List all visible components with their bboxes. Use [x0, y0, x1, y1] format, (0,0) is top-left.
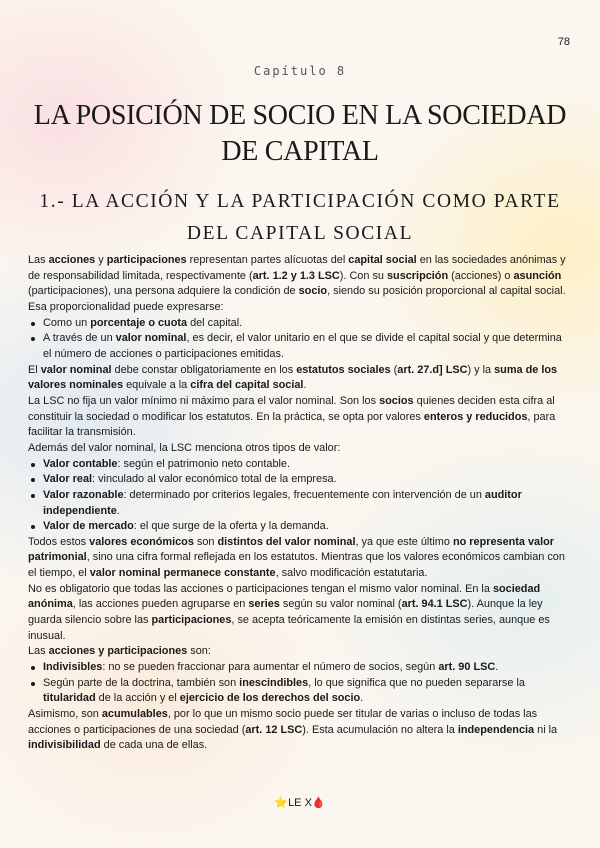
text-run: (participaciones), una persona adquiere la condición de — [28, 285, 299, 298]
text-run: Esa proporcionalidad puede expresarse: — [28, 300, 224, 313]
list-item — [28, 331, 568, 362]
chapter-label: Capítulo 8 — [253, 64, 347, 78]
text-run: , sino una cifra formal reflejada en los estatutos. Mientras que los valores económicos cambian con el tiempo, el — [28, 551, 565, 580]
bold-term: ejercicio de los derechos del socio — [179, 692, 361, 705]
bold-term: estatutos sociales — [296, 363, 391, 376]
list-item — [28, 660, 568, 676]
bold-term: art. 94.1 LSC — [401, 598, 468, 611]
text-run: : no se pueden fraccionar para aumentar el número de socios, según — [102, 661, 439, 674]
bold-term: Valor de mercado — [43, 520, 134, 533]
bold-term: auditor independiente — [43, 488, 522, 517]
paragraph — [28, 363, 568, 394]
bold-term: valores económicos — [89, 535, 194, 548]
bold-term: valor nominal — [40, 363, 112, 376]
text-run: , por lo que un mismo socio puede ser titular de varias o incluso de todas las acciones o participaciones de una sociedad ( — [28, 708, 538, 736]
text-run: Como un — [43, 316, 91, 329]
paragraph — [28, 394, 568, 441]
text-run: son: — [187, 645, 211, 658]
bold-term: suma de los valores nominales — [28, 363, 558, 392]
text-run: y — [95, 254, 107, 266]
text-run: Las — [28, 645, 49, 658]
bold-term: independencia — [457, 723, 535, 736]
paragraph — [28, 535, 568, 582]
bullet-list — [28, 457, 568, 535]
bold-term: no representa valor patrimonial — [28, 535, 555, 564]
star-icon: ⭐ — [274, 797, 289, 809]
text-run: ) y la — [467, 363, 495, 376]
bold-term: Valor razonable — [43, 488, 124, 501]
bold-term: porcentaje o cuota — [90, 316, 188, 329]
text-run: Asimismo, son — [28, 708, 102, 721]
text-run: Según parte de la doctrina, también son — [43, 676, 240, 689]
drop-icon: 🩸 — [311, 797, 326, 809]
text-run: , salvo modificación estatutaria. — [275, 567, 428, 580]
text-run: . — [116, 504, 120, 517]
bold-term: capital social — [348, 254, 417, 266]
bold-term: acumulables — [101, 708, 168, 721]
text-run: del capital. — [187, 316, 243, 329]
text-run: de la acción y el — [95, 692, 180, 705]
paragraph — [28, 441, 568, 457]
bold-term: inescindibles — [239, 676, 309, 689]
bullet-list — [28, 316, 568, 363]
text-run: ni la — [534, 723, 558, 736]
text-run: . — [303, 379, 307, 392]
text-run: , las acciones pueden agruparse en — [72, 598, 249, 611]
bold-term: distintos del valor nominal — [217, 535, 356, 548]
text-run: : el que surge de la oferta y la demanda. — [133, 520, 329, 533]
bold-term: valor nominal — [115, 332, 187, 345]
text-run: ). Aunque la ley guarda silencio sobre las — [28, 598, 543, 627]
bold-term: series — [248, 598, 280, 611]
footer-logo — [0, 796, 600, 809]
text-run: en las sociedades anónimas y de responsabilidad limitada, respectivamente ( — [28, 254, 566, 282]
text-run: : según el patrimonio neto contable. — [117, 457, 291, 470]
text-run: Todos estos — [28, 535, 90, 548]
text-run: equivale a la — [123, 379, 191, 392]
list-item — [28, 676, 568, 707]
bold-term: acciones — [48, 254, 96, 266]
text-run: ( — [390, 363, 398, 376]
text-run: , para facilitar la transmisión. — [28, 410, 556, 439]
text-run: son — [193, 535, 218, 548]
bold-term: indivisibilidad — [28, 739, 101, 752]
text-run: quienes deciden esta cifra al constituir la sociedad o modificar los estatutos. En la práctica, se opta por valores — [28, 394, 555, 423]
paragraph — [28, 644, 568, 660]
bold-term: cifra del capital social — [190, 379, 304, 392]
section-heading: 1.- LA ACCIÓN Y LA PARTICIPACIÓN COMO PARTE DEL CAPITAL SOCIAL — [39, 191, 561, 244]
bold-term: participaciones — [106, 254, 187, 266]
bold-term: Valor contable — [43, 457, 118, 470]
bold-term: socios — [379, 394, 414, 407]
footer-text: LE X — [288, 797, 312, 809]
page-title: LA POSICIÓN DE SOCIO EN LA SOCIEDAD DE CAPITAL — [33, 100, 567, 167]
bold-term: Valor real — [43, 473, 93, 486]
bold-term: acciones y participaciones — [48, 645, 188, 658]
text-run: Además del valor nominal, la LSC menciona otros tipos de valor: — [28, 441, 341, 454]
text-run: representan partes alícuotas del — [186, 254, 349, 266]
paragraph — [28, 582, 568, 645]
paragraph — [28, 707, 568, 754]
bullet-list — [28, 660, 568, 707]
paragraph — [28, 253, 568, 300]
bold-term: enteros y reducidos — [423, 410, 528, 423]
bold-term: socio — [298, 285, 328, 298]
list-item — [28, 316, 568, 332]
bold-term: sociedad anónima — [28, 582, 541, 611]
bold-term: asunción — [513, 269, 562, 282]
text-run: , lo que significa que no pueden separarse la — [308, 676, 525, 689]
text-run: : vinculado al valor económico total de la empresa. — [92, 473, 337, 486]
text-run: , siendo su posición proporcional al capital social. — [327, 285, 566, 298]
bold-term: participaciones — [151, 614, 232, 627]
text-run: , ya que este último — [355, 535, 453, 548]
text-run: ). Con su — [339, 269, 387, 282]
bold-term: art. 90 LSC — [438, 661, 496, 674]
list-item — [28, 488, 568, 519]
text-run: La LSC no fija un valor mínimo ni máximo para el valor nominal. Son los — [28, 394, 380, 407]
text-run: , es decir, el valor unitario en el que se divide el capital social y que determina el número de acciones o participaciones emitidas. — [43, 332, 562, 360]
text-run: (acciones) o — [448, 269, 514, 282]
text-run: . — [495, 661, 499, 674]
text-run: Las — [28, 254, 49, 266]
text-run: El — [28, 363, 41, 376]
text-run: . — [360, 692, 364, 705]
document-body — [28, 253, 568, 754]
list-item — [28, 519, 568, 535]
page-number: 78 — [557, 36, 570, 48]
bold-term: suscripción — [386, 269, 449, 282]
bold-term: titularidad — [43, 692, 96, 705]
list-item — [28, 457, 568, 473]
text-run: debe constar obligatoriamente en los — [111, 363, 297, 376]
bold-term: Indivisibles — [43, 661, 103, 674]
bold-term: valor nominal permanece constante — [89, 567, 276, 580]
bold-term: art. 1.2 y 1.3 LSC — [252, 269, 340, 282]
text-run: No es obligatorio que todas las acciones o participaciones tengan el mismo valor nominal. En la — [28, 582, 493, 595]
text-run: , se acepta teóricamente la emisión en distintas series, aunque es inusual. — [28, 614, 550, 642]
text-run: : determinado por criterios legales, frecuentemente con intervención de un — [123, 488, 485, 501]
paragraph — [28, 300, 568, 316]
text-run: según su valor nominal ( — [279, 598, 402, 611]
text-run: A través de un — [43, 332, 116, 345]
bold-term: art. 27.d] LSC — [397, 363, 468, 376]
text-run: de cada una de ellas. — [100, 739, 208, 752]
text-run: ). Esta acumulación no altera la — [302, 723, 458, 736]
bold-term: art. 12 LSC — [245, 723, 303, 736]
list-item — [28, 472, 568, 488]
